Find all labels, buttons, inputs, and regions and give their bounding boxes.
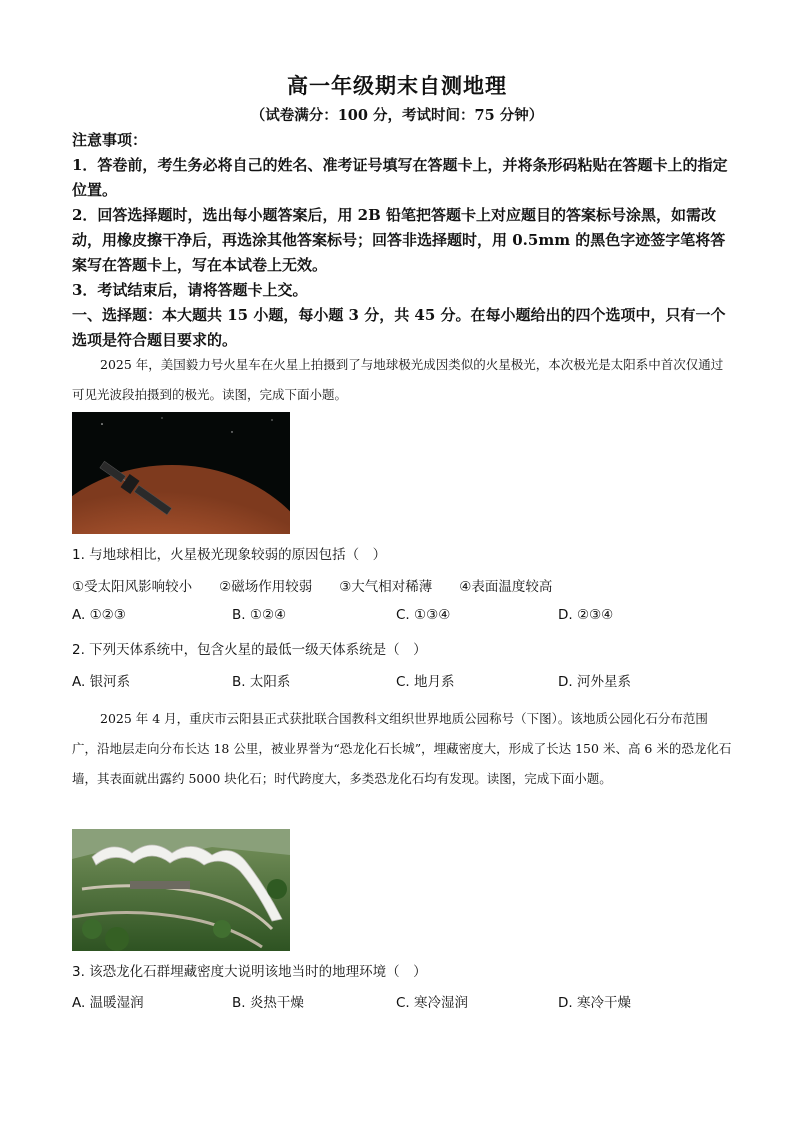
instructions (72, 128, 732, 353)
instructions-heading: 注意事项： (72, 131, 148, 149)
mars-aurora-photo-icon (72, 412, 290, 534)
q1-option-c[interactable]: C. ①③④ (396, 607, 451, 623)
material-2-text: 2025 年 4 月，重庆市云阳县正式获批联合国教科文组织世界地质公园称号（下图）。该地质公园化石分布范围广，沿地层走向分布长达 18 公里，被业界誉为“恐龙化石长城”，埋藏密度大，形成了长达 150 米、高 6 米的恐龙化石墙，其表面就出露约 5000 块化石；时代跨度大，多类恐龙化石均有发现。读图，完成下面小题。 (72, 711, 732, 786)
question-1-options (72, 607, 732, 627)
question-1-stem: 1. 与地球相比，火星极光现象较弱的原因包括（ ） (72, 547, 387, 563)
material-2 (72, 704, 732, 794)
material-1-text: 2025 年，美国毅力号火星车在火星上拍摄到了与地球极光成因类似的火星极光，本次极光是太阳系中首次仅通过可见光波段拍摄到的极光。读图，完成下面小题。 (72, 357, 724, 402)
geopark-museum-photo-icon (72, 829, 290, 951)
instruction-item-2: 2．回答选择题时，选出每小题答案后，用 2B 铅笔把答题卡上对应题目的答案标号涂黑，如需改动，用橡皮擦干净后，再选涂其他答案标号；回答非选择题时，用 0.5mm 的黑色字迹签字笔将答案写在答题卡上，写在本试卷上无效。 (72, 206, 726, 274)
question-2-stem: 2. 下列天体系统中，包含火星的最低一级天体系统是（ ） (72, 642, 427, 658)
material-1 (72, 350, 732, 410)
section-heading: 一、选择题：本大题共 15 小题，每小题 3 分，共 45 分。在每小题给出的四个选项中，只有一个选项是符合题目要求的。 (72, 306, 726, 349)
question-3-stem: 3. 该恐龙化石群埋藏密度大说明该地当时的地理环境（ ） (72, 964, 427, 980)
instruction-item-1: 1．答卷前，考生务必将自己的姓名、准考证号填写在答题卡上，并将条形码粘贴在答题卡上的指定位置。 (72, 156, 728, 199)
question-3-options (72, 991, 732, 1011)
q2-option-a[interactable]: A. 银河系 (72, 674, 131, 690)
q1-option-d[interactable]: D. ②③④ (558, 607, 614, 623)
q2-option-c[interactable]: C. 地月系 (396, 674, 455, 690)
q3-option-a[interactable]: A. 温暖湿润 (72, 995, 144, 1011)
page-title: 高一年级期末自测地理 (287, 73, 507, 98)
question-1-statements: ①受太阳风影响较小 ②磁场作用较弱 ③大气相对稀薄 ④表面温度较高 (72, 579, 553, 595)
q1-option-b[interactable]: B. ①②④ (232, 607, 287, 623)
instruction-item-3: 3．考试结束后，请将答题卡上交。 (72, 281, 308, 299)
q3-option-b[interactable]: B. 炎热干燥 (232, 995, 304, 1011)
q2-option-d[interactable]: D. 河外星系 (558, 674, 631, 690)
page-subtitle: （试卷满分：100 分，考试时间：75 分钟） (250, 107, 544, 124)
q1-option-a[interactable]: A. ①②③ (72, 607, 126, 623)
q3-option-c[interactable]: C. 寒冷湿润 (396, 995, 469, 1011)
q2-option-b[interactable]: B. 太阳系 (232, 674, 291, 690)
q3-option-d[interactable]: D. 寒冷干燥 (558, 995, 631, 1011)
question-2-options (72, 670, 732, 690)
